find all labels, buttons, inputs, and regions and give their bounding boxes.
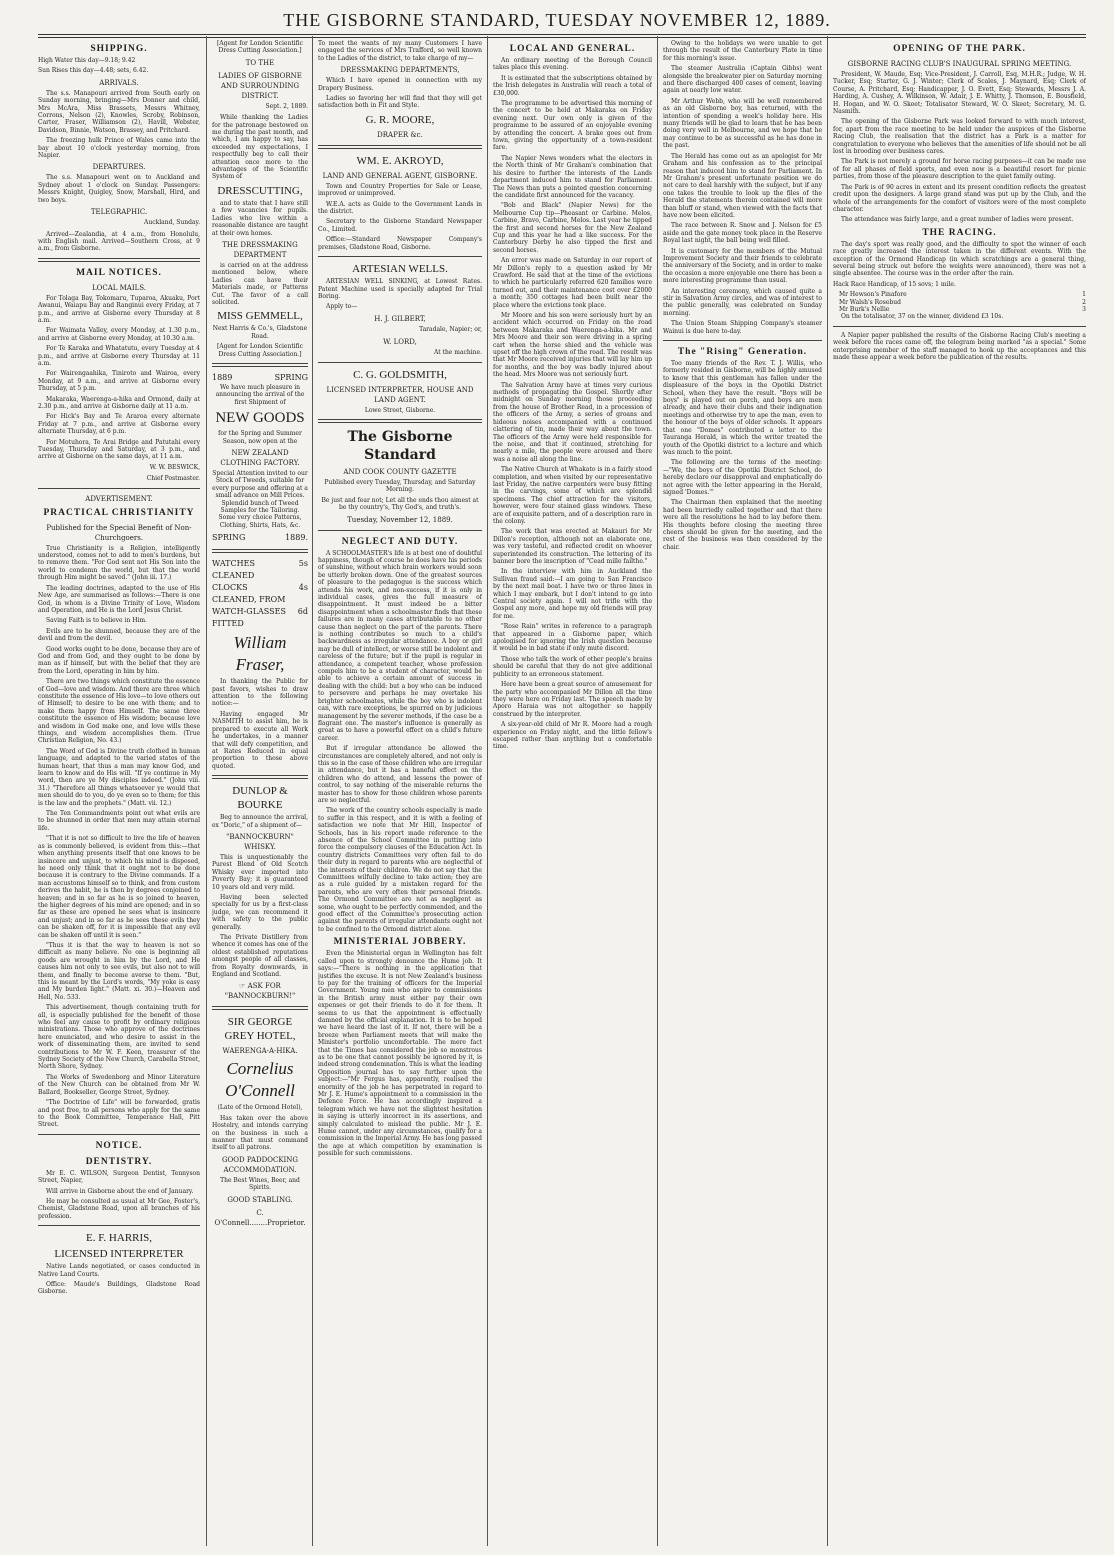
ad-text: for the Spring and Summer Season, now open at the xyxy=(218,430,302,445)
goldsmith-name: C. G. GOLDSMITH, xyxy=(353,368,447,381)
dressmaking-heading: DRESSMAKING DEPARTMENTS, xyxy=(340,66,460,75)
divider xyxy=(318,256,482,257)
goldsmith-address: Lowe Street, Gisborne. xyxy=(364,406,436,414)
moore-name: G. R. MOORE, xyxy=(365,113,435,126)
departures-text: The s.s. Manapouri went on to Auckland and Sydney about 1 o'clock on Sunday. Passengers: Messrs Knight, Quigley, Snow, Marshall, Hird, and two boys. xyxy=(38,174,200,204)
divider xyxy=(833,326,1086,327)
spring-footer xyxy=(212,532,308,544)
column-6 xyxy=(833,40,1086,1545)
clothing-factory-heading: NEW ZEALAND CLOTHING FACTORY. xyxy=(220,449,300,467)
mail-heading: MAIL NOTICES. xyxy=(76,267,162,278)
ad-text: is carried on at the address mentioned below, where Ladies can have their Materials made, or Patterns Cut. The favor of a call solicited. xyxy=(212,261,308,306)
dateline: Tuesday, November 12, 1889. xyxy=(347,515,453,524)
mail-signature: W. W. BESWICK, xyxy=(149,463,200,471)
price-label: WATCH-GLASSES FITTED xyxy=(212,607,286,629)
practical-text: The Works of Swedenborg and Minor Literature of the New Church can be obtained from Mr W. Ballard, Bookseller, George Street, Sydney. xyxy=(38,1073,200,1096)
news-item: An error was made on Saturday in our report of Mr Dillon's reply to a question asked by Mr Crawford. He said that at the time of the evictions to which he particularly referred 620 families were turned out, and their maintenance cost over £2000 a month; 350 cottages had been built near the place where the evictions took place. xyxy=(493,257,652,309)
spring-label: SPRING xyxy=(274,372,308,382)
mail-signature-title: Chief Postmaster. xyxy=(146,475,200,483)
practical-text: Evils are to be shunned, because they are of the devil and from the devil. xyxy=(38,627,200,643)
dentistry-text: Mr E. C. WILSON, Surgeon Dentist, Tennyson Street, Napier, xyxy=(38,1169,200,1185)
new-goods-heading: NEW GOODS xyxy=(215,410,305,427)
column-2 xyxy=(212,40,308,1545)
mail-text: For Hick's Bay and Te Araroa every alternate Friday at 7 p.m., and arrive at Gisborne every alternate Thursday, at 6 p.m. xyxy=(38,413,200,436)
telegraphic-place: Auckland, Sunday. xyxy=(144,219,200,227)
practical-text: "That it is not so difficult to live the life of heaven as is commonly believed, is evident from this:—that when anything presents itself that one knows to be insincere and unjust, to which his mind is disposed, he need only think that it ought not to be done because it is contrary to the Divine commands. If a man accustoms himself so to think, and from custom derives the habit, he is then by degrees conjoined to heaven; and in so far as he is so joined to heaven, the higher degrees of his mind are opened; and in so far as these are opened he sees what is insincere and unjust; and in so far as he sees these evils they can be shaken off, for it is impossible that any evil can be shaken off until it is seen." xyxy=(38,835,200,939)
practical-text: The Ten Commandments point out what evils are to be shunned in order that men may attain eternal life. xyxy=(38,810,200,832)
oconnell-name: Cornelius O'Connell xyxy=(225,1059,295,1101)
paddock-heading: GOOD PADDOCKING ACCOMMODATION. xyxy=(221,1155,299,1174)
dentistry-text: He may be consulted as usual at Mr Gee, Foster's, Chemist, Gladstone Road, upon all branches of his profession. xyxy=(38,1197,200,1220)
practical-text: Good works ought to be done, because they are of God and from God, and they ought to be done by man as if himself, but with the belief that they are from the Lord, operating in him by him. xyxy=(38,645,200,675)
news-item: The Salvation Army have at times very curious methods of propagating the Gospel. Shortly after midnight on Sunday morning those proceeding from the house of Brother Read, in a procession of the officers of the Army, a series of groans and hideous noises accompanied with a continued clattering of tin, made their way about the town. The officers of the Army were held responsible for the noise, and that it continued, stretching for nearly a mile, the people were aroused and there was a noise all along the line. xyxy=(493,381,652,463)
lord-address: At the machine. xyxy=(433,349,482,357)
article-text: Even the Ministerial organ in Wellington has felt called upon to strongly denounce the Hume job. It says:—"There is nothing in the application that justifies the excuse. It is not New Zealand's business to pay for the training of officers for the Imperial Government. Young men who aspire to commissions in the British army must either pay their own expenses or get their friends to do it for them. It seems to us that the appointment is effectually damned by the official explanation. It is to be hoped we have heard the last of it. If not, there will be a breeze when Parliament meets that will make the Minister's portfolio uncomfortable. The mere fact that the Times has considered the job so monstrous as to be one that cannot possibly be ignored by it, is indeed strong condemnation. This is what the leading Opposition journal has to say further upon the subject:—"Mr Fergus has, apparently, realised the enormity of the job he has perpetrated in regard to Mr J. E. Hume's appointment to a commission in the Defence Force. He has accordingly inspired a telegram which we have not the slightest hesitation in saying is utterly incorrect in its assertions, and simply calculated to mislead the public. Mr J. E. Hume cannot, under any circumstances, qualify for a commission in the Imperial Army. He has long passed the age at which competition by examination is possible for such commissions. xyxy=(318,950,482,1158)
article-text: A Napier paper published the results of the Gisborne Racing Club's meeting a week before the races came off, the telegram being marked "as a special." Some enterprising member of the staff managed to hook up the acceptances and this made these appear a week before the publication of the results. xyxy=(833,331,1086,361)
to-the: TO THE xyxy=(245,58,275,67)
article-text: The opening of the Gisborne Park was looked forward to with much interest, for, apart from the race meeting to be held under the auspices of the Gisborne Racing Club, the realisation that the district has a Park is a matter for congratulation to everyone who believes that the amenities of life should not be all lost in brooding over business cares. xyxy=(833,118,1086,156)
article-text: The Park is of 90 acres in extent and its present condition reflects the greatest credit upon the designers. A large grand stand was put up by the Club, and the whole of the arrangements for the comfort of visitors were of the most complete character. xyxy=(833,183,1086,213)
gemmell-address: Next Harris & Co.'s, Gladstone Road. xyxy=(212,325,308,340)
news-item: The Herald has come out as an apologist for Mr Graham and his confession as to the principal reason that induced him to stand for Parliament. In Mr Graham's present unfortunate position we do not care to deal harshly with the subject, but if any one takes the trouble to look up the files of the Herald the statements therein contained will more than bluff or stand, when viewed with the facts that have now been elicited. xyxy=(663,152,822,219)
ad-text: Apply to— xyxy=(326,303,358,311)
news-item: It is customary for the members of the Mutual Improvement Society and their friends to celebrate the anniversary of the Society, and in order to make the occasion a more enjoyable one there has been a more interesting programme than usual. xyxy=(663,247,822,285)
result-name: Mr Walsh's Rosebud xyxy=(839,298,901,306)
result-row xyxy=(833,299,1086,306)
arrivals-text: The s.s. Manapouri arrived from South early on Sunday morning, bringing—Mrs Donner and child, Mrs McAra, Miss Brassets, Messrs Whitney, Corrons, Nelson (2), Knowles, Scroby, Robinson, Carter, Fraser, Williamson (2), Havill, Webster, Davidson, Binnie, Watson, Brassey, and Pritchard. xyxy=(38,89,200,134)
article-text: Too many friends of the Rev. T. J. Willis, who formerly resided in Gisborne, will be highly amused to know that this gentleman has fallen under the displeasure of the boys in the Opotiki District School, when they have the result. "Boys will be boys" is played out on porch, and boys are men already, and have their clubs and their indignation meetings and otherwise try to ape the man, even to the honour of the boys of older schools. It appears that one "Domes" contributed a letter to the Tauranga Herald, in which the writer treated the youth of the Opotiki district to a lecture and which was much to the point. xyxy=(663,360,822,456)
column-rule xyxy=(312,36,313,1546)
ad-text: Secretary to the Gisborne Standard Newspaper Co., Limited. xyxy=(318,218,482,233)
harris-name: E. F. HARRIS, xyxy=(85,1232,153,1245)
practical-text: There are two things which constitute the essence of God—love and wisdom. And there are three which constitute the essence of His love—to love others out of Himself; to desire to be one with them; and to make them happy from Himself. The same three constitute the essence of His wisdom; because love and wisdom in God make one, and love wills these things, and wisdom accomplishes them. (True Christian Religion, No. 43.) xyxy=(38,678,200,745)
stabling-heading: GOOD STABLING. xyxy=(227,1195,293,1204)
mail-text: Makaraka, Waerenga-a-hika and Ormond, daily at 2.30 p.m., and arrive at Gisborne daily at 11 a.m. xyxy=(38,395,200,410)
news-item: Here have been a great source of amusement for the party who accompanied Mr Dillon all the time they were here on Friday last. The speech made by Aporo Haraia was not altogether so happily construed by the interpreter. xyxy=(493,681,652,718)
opening-subheading: GISBORNE RACING CLUB'S INAUGURAL SPRING MEETING. xyxy=(847,60,1072,68)
bannockburn-heading: "BANNOCKBURN" WHISKY. xyxy=(226,832,294,851)
column-1 xyxy=(38,40,200,1545)
news-item: "Bob and Black" (Napier News) for the Melbourne Cup tip—Pheasant or Carbine. Melos, Carbine, Bravo, Carbine, Melos. Last year he tipped the first and second horses for the New Zealand Cup and this year he had a like success. For the Canterbury Derby he also tipped the first and second horses. xyxy=(493,202,652,254)
news-item: An interesting ceremony, which caused quite a stir in Salvation Army circles, and was of interest to the public generally, was celebrated on Sunday morning. xyxy=(663,287,822,317)
price-line xyxy=(212,582,308,606)
ad-text: W.E.A. acts as Guide to the Government Lands in the district. xyxy=(318,200,482,216)
divider xyxy=(318,530,482,531)
result-place: 3 xyxy=(1082,305,1086,313)
news-item: It is estimated that the subscriptions obtained by the Irish delegates in Australia will reach a total of £30,000. xyxy=(493,74,652,97)
mail-text: For Te Karaka and Whatatutu, every Tuesday at 4 p.m., and arrive at Gisborne every Thursday at 11 a.m. xyxy=(38,345,200,367)
article-text: The Park is not merely a ground for horse racing purposes—it can be made use of for all phases of field sports, and even now is a beautiful resort for picnic parties, from those of the pleasure description to the quiet family outing. xyxy=(833,158,1086,181)
racing-heading: THE RACING. xyxy=(922,227,997,238)
price-label: WATCHES CLEANED xyxy=(212,559,255,581)
ad-text: Having been selected specially for us by a first-class judge, we can recommend it with safety to the public generally. xyxy=(212,893,308,931)
news-item: "Rose Rain" writes in reference to a paragraph that appeared in a Gisborne paper, which apologised for ignoring the Irish question because it would be in bad state if only mute discord. xyxy=(493,623,652,653)
column-rule xyxy=(487,36,488,1546)
ad-text: Beg to announce the arrival, ex "Doric," of a shipment of— xyxy=(212,814,308,829)
hotel-location: WAERENGA-A-HIKA. xyxy=(222,1047,298,1056)
practical-text: "The Doctrine of Life" will be forwarded, gratis and post free, to all persons who apply for the same to the Book Committee, Temperance Hall, Pitt Street. xyxy=(38,1099,200,1129)
practical-subheading: Published for the Special Benefit of Non-Churchgoers. xyxy=(46,523,192,542)
ad-text: In thanking the Public for past favors, wishes to draw attention to the following notice:— xyxy=(212,678,308,708)
news-item: In the interview with him in Auckland the Sullivan fraud said:—I am going to San Francisco by the next mail boat. I have two or three lines in which I may embark, but I don't intend to go into Central society again. I will not trifle with the Gospel any more, and hope my old friends will pray for me. xyxy=(493,568,652,620)
harris-text: Office: Maude's Buildings, Gladstone Road Gisborne. xyxy=(38,1280,200,1296)
ad-text: While thanking the Ladies for the patronage bestowed on me during the past month, and which, I am happy to say, has exceeded my expectations, I respectfully beg to call their attention once more to the advantages of the Scientific System of xyxy=(212,114,308,181)
price-label: CLOCKS CLEANED, FROM xyxy=(212,583,286,605)
news-item: The work that was erected at Makauri for Mr Dillon's reception, although not an elaborate one, was very tasteful, and reflected credit on whoever superintended its construction. The lettering of its banner bore the inscription of "Cead mille failthe." xyxy=(493,528,652,565)
ad-text: and to state that I have still a few vacancies for pupils. Ladies who live within a reasonable distance are taught at their own homes. xyxy=(212,199,308,237)
wines-text: The Best Wines, Beer, and Spirits. xyxy=(220,1176,300,1192)
ad-text: Special Attention invited to our Stock of Tweeds, suitable for every purpose and offering at a small advance on Mill Prices. Splendid bunch of Tweed Samples for the Tailoring. Some very choice Patterns, Clothing, Shirts, Hats, &c. xyxy=(212,470,308,529)
result-place: 2 xyxy=(1082,298,1086,306)
divider xyxy=(38,488,200,489)
column-4 xyxy=(493,40,652,1545)
mail-subheading: LOCAL MAILS. xyxy=(91,283,147,292)
news-item: The Napier News wonders what the electors in the North think of Mr Graham's combination that his desire to further the interests of the Lands department induced him to stand for Parliament. The News than puts a pointed question concerning the candidate first announced for the vacancy. xyxy=(493,154,652,199)
ad-text: ARTESIAN WELL SINKING, at Lowest Rates. Patent Machine used is specially adapted for Trial Boring. xyxy=(318,278,482,300)
news-item: The Native Church at Whakato is in a fairly stood completion, and when visited by our representative last Friday, the native carpenters were busy fitting in the carvings, some of which are splendid specimens. The chief attraction for the visitors, however, were four stained glass windows. These are of exquisite pattern, and of a description rare in the colony. xyxy=(493,466,652,525)
spring-header xyxy=(212,372,308,384)
divider xyxy=(212,549,308,553)
mail-text: For Waimata Valley, every Monday, at 1.30 p.m., and arrive at Gisborne every Monday, at 10.30 a.m. xyxy=(38,327,200,342)
local-heading: LOCAL AND GENERAL. xyxy=(509,44,636,54)
opening-heading: OPENING OF THE PARK. xyxy=(893,44,1026,54)
mail-text: For Motuhora, Te Arai Bridge and Patutahi every Tuesday, Thursday and Saturday, at 3 p.m., and arrive at Gisborne on the same days, at 11 a.m. xyxy=(38,438,200,461)
lord-name: W. LORD, xyxy=(383,338,417,347)
ladies-heading: LADIES OF GISBORNE AND SURROUNDING DISTRICT. xyxy=(218,71,302,100)
oconnell-late: (Late of the Ormond Hotel), xyxy=(217,1104,303,1112)
ask-for-note: ☞ ASK FOR "BANNOCKBURN!" xyxy=(224,982,296,1001)
advertisement-label: ADVERTISEMENT. xyxy=(85,494,153,503)
ad-text: We have much pleasure in announcing the arrival of the first Shipment of xyxy=(215,383,305,406)
divider xyxy=(212,775,308,779)
news-item: The race between R. Snow and J. Nelson for £5 aside and the gate money took place in the Reserve Royal last night, the ball being well filled. xyxy=(663,222,822,245)
proprietor-line: C. O'Connell........Proprietor. xyxy=(214,1208,306,1227)
practical-text: True Christianity is a Religion, intelligently understood, comes not to add to men's burdens, but to remove them. "For God sent not His Son into the world to condemn the world, but that the world through Him might be saved." (John iii. 17.) xyxy=(38,544,200,582)
arrivals-text-2: The freezing hulk Prince of Wales came into the bay about 10 o'clock yesterday morning, from Napier. xyxy=(38,137,200,160)
ad-text: Which I have opened in connection with my Drapery Business. xyxy=(318,77,482,92)
tote-text: On the totalisator, 37 on the winner, dividend £3 10s. xyxy=(841,313,1004,321)
paper-subtitle: AND COOK COUNTY GAZETTE xyxy=(343,467,457,476)
column-rule xyxy=(827,36,828,1546)
dunlop-heading: DUNLOP & BOURKE xyxy=(232,785,288,812)
article-text: The day's sport was really good, and the difficulty to spot the winner of each race greatly increased the interest taken in the different events. With the exception of the Ormond Handicap (in which scratchings are a general thing, several being struck out before the weights were announced), there was not a single absentee. The course was in the order after the rain. xyxy=(833,240,1086,278)
paper-title: The Gisborne Standard xyxy=(347,428,453,463)
news-item: A six-year-old child of Mr R. Moore had a rough experience on Friday night, and the little fellow's escaped rather than anything but a comfortable time. xyxy=(493,721,652,751)
divider xyxy=(663,340,822,341)
ministerial-heading: MINISTERIAL JOBBERY. xyxy=(333,937,467,948)
agent-note: [Agent for London Scientific Dress Cutting Association.] xyxy=(216,40,304,55)
price-value: 4s xyxy=(298,583,308,593)
news-item: Those who talk the work of other people's brains should be careful that they do not give additional publicity to an erroneous statement. xyxy=(493,655,652,678)
gilbert-name: H. J. GILBERT, xyxy=(374,314,426,323)
officials-text: President, W. Maude, Esq; Vice-President, J. Carroll, Esq, M.H.R.; Judge, W. H. Tucker, Esq; Starter, G. J. Winter; Clerk of Scales, J. Maynard, Esq; Clerk of Course, A. Pritchard, Esq; Handicapper, J. O. Evett, Esq; Stewards, Messrs J. A. Harding, A. Cushey, A. Wilkinson, W. Adair, J. E. Whitty, J. Thomson, E. Bousfield, H. Hogan, and W. O. Skeet; Totalisator Steward, W. O. Skeet; Secretary, M. G. Nasmith. xyxy=(833,71,1086,116)
practical-text: Saving Faith is to believe in Him. xyxy=(46,617,147,625)
practical-heading: PRACTICAL CHRISTIANITY xyxy=(43,507,195,518)
ad-text: Has taken over the above Hostelry, and intends carrying on the business in such a manner that must command itself to all patrons. xyxy=(212,1114,308,1152)
shipping-heading: SHIPPING. xyxy=(90,44,148,54)
result-place: 1 xyxy=(1082,291,1086,299)
divider xyxy=(318,419,482,423)
harris-title: LICENSED INTERPRETER xyxy=(54,1248,184,1261)
date-text: Sept. 2, 1889. xyxy=(265,102,308,110)
ad-text: Having engaged Mr NASMITH to assist him, he is prepared to execute all Work he undertakes, in a manner that will defy competition, and at Rates Reduced in equal proportion to those above quoted. xyxy=(212,710,308,770)
practical-text: "Thus it is that the way to heaven is not so difficult as many believe. No one is beginning all goods are wrought in him by the Lord, and He causes him not only to see evils, but also not to will them, and finally to become averse to them. "But, this is meant by the Lord's words, "My yoke is easy and My burden light." (Matt. xi. 30.)—Heaven and Hell, No. 533. xyxy=(38,941,200,1001)
divider xyxy=(212,363,308,367)
neglect-heading: NEGLECT AND DUTY. xyxy=(341,536,459,547)
artesian-heading: ARTESIAN WELLS. xyxy=(352,263,448,276)
news-item: An ordinary meeting of the Borough Council takes place this evening. xyxy=(493,57,652,72)
dentistry-heading: DENTISTRY. xyxy=(85,1156,153,1167)
article-text: The Chairman then explained that the meeting had been hurriedly called together and that there were all the resolutions he had to lay before them. His thoughts before closing the meeting three cheers should be given for the meeting, and the rest of the business was then considered by the chair. xyxy=(663,499,822,551)
moore-sub: DRAPER &c. xyxy=(377,130,423,139)
published-text: Published every Tuesday, Thursday, and Saturday Morning. xyxy=(324,478,476,494)
article-text: But if irregular attendance be allowed the circumstances are completely altered, and not only is this so in the case of those children who are irregular in attendance, but it has a baneful effect on the children who do attend, and lessens the power of control, to say nothing of the miserable returns the master has to show for those children whose parents are so neglectful. xyxy=(318,745,482,804)
harris-text: Native Lands negotiated, or cases conducted in Native Land Courts. xyxy=(38,1263,200,1278)
dresscutting-heading: DRESSCUTTING, xyxy=(217,184,303,197)
column-rule xyxy=(206,36,207,1546)
mail-text: For Tolaga Bay, Tokomaru, Tuparoa, Akuaku, Port Awanui, Waiapu Bay and Ranginui every Friday, at 7 p.m., and arrive at Gisborne every Thursday at 8 a.m. xyxy=(38,294,200,324)
column-5 xyxy=(663,40,822,1545)
masthead-rule-2 xyxy=(38,37,1086,38)
article-text: The attendance was fairly large, and a great number of ladies were present. xyxy=(841,216,1074,224)
price-value: 6d xyxy=(297,607,308,617)
masthead-rule xyxy=(38,34,1086,35)
miss-gemmell: MISS GEMMELL, xyxy=(217,310,303,323)
column-3 xyxy=(318,40,482,1545)
arrivals-heading: ARRIVALS. xyxy=(99,78,139,87)
divider xyxy=(38,1134,200,1135)
news-item: The Union Steam Shipping Company's steamer Wainui is due here to-day. xyxy=(663,320,822,335)
article-text: The following are the terms of the meeting:—"We, the boys of the Opotiki District School, do hereby declare our disapproval and emphatically do not agree with the letter appearing in the Herald, signed 'Domes.'" xyxy=(663,459,822,496)
ad-text: Town and Country Properties for Sale or Lease, improved or unimproved. xyxy=(318,182,482,198)
akroyd-sub: LAND AND GENERAL AGENT, GISBORNE. xyxy=(322,171,478,180)
divider xyxy=(212,1006,308,1010)
notice-heading: NOTICE. xyxy=(95,1140,143,1151)
ad-text: This is unquestionably the Purest Blend of Old Scotch Whisky ever imported into Poverty Bay; it is guaranteed 10 years old and very mild. xyxy=(212,853,308,891)
agent-note: [Agent for London Scientific Dress Cutting Association.] xyxy=(216,343,304,358)
ad-text: To meet the wants of my many Customers I have engaged the services of Mrs Trafford, so well known to the Ladies of the district, to take charge of my— xyxy=(318,40,482,62)
result-name: Mr Burk's Nellie xyxy=(839,305,890,313)
news-item: The steamer Australia (Captain Gibbs) went alongside the breakwater pier on Saturday morning and there discharged 400 cases of cement, leaving again at nearly low water. xyxy=(663,65,822,95)
column-rule xyxy=(657,36,658,1546)
fraser-signature: William Fraser, xyxy=(233,633,287,675)
news-item: The programme to be advertised this morning of the concert to be held at Makaraka on Friday evening next. Our own only is given of the programme to be assured of an enjoyable evening by attending the concert. A brake goes out from town, giving the opportunity of a town-resident fare. xyxy=(493,100,652,152)
year-label: 1889. xyxy=(285,533,308,543)
practical-text: The Word of God is Divine truth clothed in human language, and adapted to the varied states of the human heart, that thus a man may know God, and learn to know and do His will. "If ye continue in My word, then are ye My disciples indeed." (John viii. 31.) "Therefore all things whatsoever ye would that men should do to you, do ye even so to them; for this is the law and the prophets." (Matt. vii. 12.) xyxy=(38,747,200,807)
divider xyxy=(38,258,200,262)
result-row xyxy=(833,291,1086,298)
tide-text: High Water this day—9.18; 9.42 xyxy=(38,57,136,64)
telegraphic-heading: TELEGRAPHIC. xyxy=(90,208,148,217)
news-item: Mr Arthur Webb, who will be well remembered as an old Gisborne boy, has returned, with the intention of spending a week's holiday here. His many friends will be glad to learn that he has been doing very well in Melbourne, and we hope that he may continue to be as successful as he has done in the past. xyxy=(663,97,822,150)
divider xyxy=(318,145,482,149)
spring-label: SPRING xyxy=(212,533,246,543)
article-text: A SCHOOLMASTER's life is at best one of doubtful happiness, though of course he does have his periods of sunshine, without which brain workers would soon be utterly broken down. One of the greatest sources of pleasure to the pedagogue is the success which attends his work, and non-success, if it is only in individual cases, gives the full measure of disappointment. It must indeed be a bitter disappointment when a schoolmaster finds that these failures are in many cases attributable to no other cause than neglect on the part of the parents. There is nothing contributes so much to a child's backwardness as irregular attendance. A boy or girl may be dull of intellect, or worse still be indolent and careless of the future; but if the pupil is regular in attendance, a competent teacher, whose profession compels him to be a student of character, would be able to achieve a certain amount of success in dealing with the child: but a boy who can be induced to persevere and perhaps he may overtake his brighter schoolmates, while the boy who is indolent can, with rare exceptions, be spurred on by judicious management by the severer methods, if the case be a flagrant one. The master's influence is generally as great as to have a powerful effect on a child's future career. xyxy=(318,549,482,742)
departures-heading: DEPARTURES. xyxy=(92,163,146,172)
practical-text: This advertisement, though containing truth for all, is especially published for the benefit of those who feel any cause to profit by ordinary religious ministrations. Those who approve of the doctrines here enunciated, and who desire to assist in the work of disseminating them, are invited to send contributions to Mr W. F. Keen, treasurer of the Sydney Society of the New Church, Carabella Street, North Shore, Sydney. xyxy=(38,1004,200,1071)
result-row xyxy=(833,306,1086,313)
telegraphic-text: Arrived—Zealandia, at 4 a.m., from Honolulu, with English mail. Arrived—Southern Cross, at 9 a.m., from Gisborne. xyxy=(38,230,200,253)
mail-text: For Wairengaahika, Tiniroto and Wairoa, every Monday, at 9 a.m., and arrive at Gisborne every Thursday, at 5 p.m. xyxy=(38,370,200,393)
masthead: THE GISBORNE STANDARD, TUESDAY NOVEMBER 12, 1889. xyxy=(283,10,831,30)
hotel-heading: SIR GEORGE GREY HOTEL, xyxy=(224,1016,296,1043)
gilbert-address: Taradale, Napier; or, xyxy=(419,325,482,333)
dentistry-text: Will arrive in Gisborne about the end of January. xyxy=(46,1187,194,1195)
price-line xyxy=(212,606,308,630)
price-value: 5s xyxy=(298,559,308,569)
year-label: 1889 xyxy=(212,372,233,382)
motto-text: Be just and fear not; Let all the ends thou aimest at be thy country's, Thy God's, and truth's. xyxy=(321,496,479,512)
result-name: Mr Hewson's Pinafore xyxy=(839,291,907,299)
news-item: Owing to the holidays we were unable to get through the result of the Canterbury Plate in time for this morning's issue. xyxy=(663,40,822,62)
ad-text: The Private Distillery from whence it comes has one of the oldest established reputations amongst people of all classes, from Royalty downwards, in England and Scotland. xyxy=(212,934,308,979)
ad-text: Ladies so favoring her will find that they will get satisfaction both in Fit and Style. xyxy=(318,95,482,110)
sun-text: Sun Rises this day—4.48; sets, 6.42. xyxy=(38,67,149,75)
dressmaking-heading: THE DRESSMAKING DEPARTMENT xyxy=(222,240,298,259)
rising-heading: The "Rising" Generation. xyxy=(677,347,808,358)
results-heading: Hack Race Handicap, of 15 sovs; 1 mile. xyxy=(833,280,956,288)
goldsmith-sub: LICENSED INTERPRETER, HOUSE AND LAND AGENT. xyxy=(326,385,474,404)
article-text: The work of the country schools especially is made to suffer in this respect, and it is with a feeling of satisfaction we note that Mr Hill, Inspector of Schools, has in his report made reference to the absence of the School Committee in putting into force the compulsory clauses of the Education Act. In country districts Committees very often fail to do their duty in regard to parents who are neglectful of the interests of their children. We do not say that the Committees wilfully decline to take action; they are as a rule guided by a mistaken regard for the parents, who are very often their personal friends. The Ormond Committee are not as negligent as some, who ought to be perfectly commended, and the good effect of the Committee's prosecuting action against the parents of irregular attendants ought not to be confined to the Ormond district alone. xyxy=(318,807,482,933)
divider xyxy=(318,362,482,363)
akroyd-name: WM. E. AKROYD, xyxy=(356,154,444,167)
news-item: Mr Moore and his son were seriously hurt by an accident which occurred on Friday on the road between Makaraka and Waerenga-a-hika. Mr and Mrs Moore and their son were driving in a spring cart when the horse shied and the vehicle was upset off the high crown of the road. The result was that Mr Moore received injuries that will lay him up for months, and the boy was badly injured about the head. Mrs Moore was not seriously hurt. xyxy=(493,312,652,379)
practical-text: The leading doctrines, adapted to the use of His New Age, are summarised as follows:—There is one God, in whom is a Divine Trinity of Love, Wisdom and Operation, and He is the Lord Jesus Christ. xyxy=(38,584,200,614)
price-line xyxy=(212,558,308,582)
ad-text: Office:—Standard Newspaper Company's premises, Gladstone Road, Gisborne. xyxy=(318,236,482,251)
divider xyxy=(38,1225,200,1226)
